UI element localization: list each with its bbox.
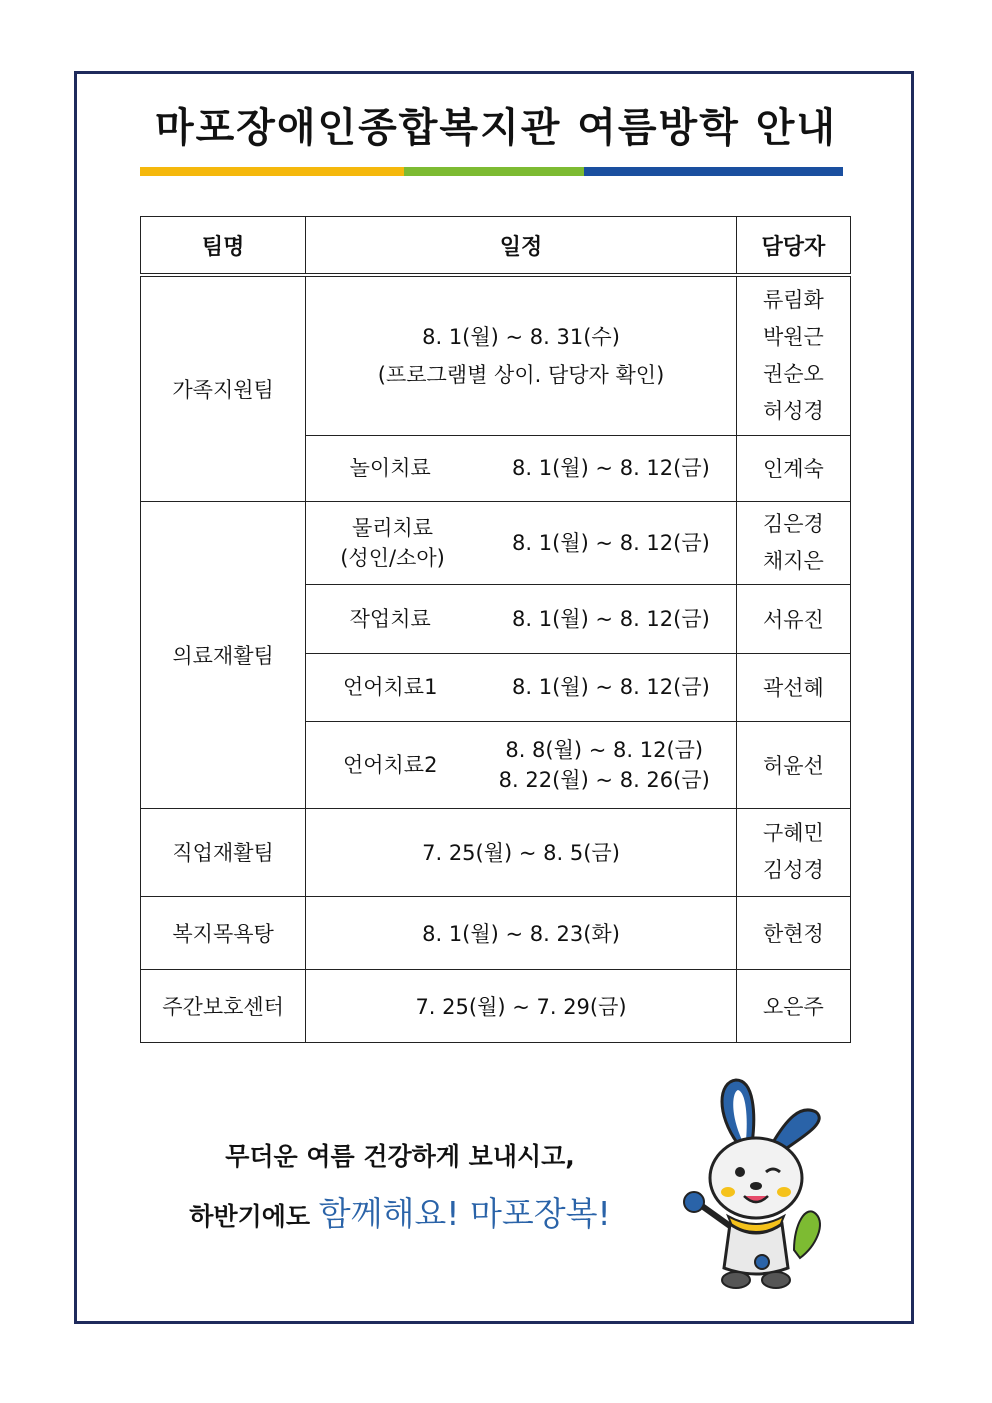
program-dates-line: 8. 8(월) ~ 8. 12(금) (505, 737, 704, 762)
program-dates: 8. 1(월) ~ 8. 12(금) (512, 675, 710, 699)
header-schedule: 일정 (306, 217, 737, 276)
staff-name: 김성경 (762, 858, 824, 882)
staff-name: 박원근 (762, 324, 824, 349)
program-dates: 8. 1(월) ~ 8. 12(금) (512, 530, 710, 555)
program-name: 언어치료1 (342, 675, 438, 699)
medical-schedule (306, 584, 737, 653)
page-title: 마포장애인종합복지관 여름방학 안내 (154, 105, 838, 151)
medical-schedule (306, 653, 737, 721)
program-name (340, 513, 445, 573)
medical-schedule (306, 501, 737, 584)
staff-name: 허윤선 (736, 721, 850, 808)
program-dates (499, 735, 710, 795)
staff-name: 오은주 (736, 969, 850, 1042)
table-row (141, 501, 851, 584)
family-main-note: (프로그램별 상이. 담당자 확인) (377, 362, 665, 387)
medical-staff (736, 501, 850, 584)
header-staff: 담당자 (736, 217, 850, 276)
staff-name: 인계숙 (736, 435, 850, 501)
program-name: 놀이치료 (349, 456, 431, 480)
table-row (141, 969, 851, 1042)
closing-prefix: 하반기에도 (189, 1202, 311, 1231)
team-daycare: 주간보호센터 (141, 969, 306, 1042)
table-header-row (141, 217, 851, 276)
bath-dates: 8. 1(월) ~ 8. 23(화) (306, 896, 737, 969)
staff-name: 한현정 (736, 896, 850, 969)
closing-highlight: 함께해요! 마포장복! (318, 1194, 611, 1233)
header-team: 팀명 (141, 217, 306, 276)
staff-name: 류림화 (762, 287, 824, 312)
program-label: 물리치료 (351, 515, 434, 540)
stripe-yellow (140, 167, 404, 176)
team-family: 가족지원팀 (141, 275, 306, 501)
staff-name: 허성경 (762, 398, 824, 423)
program-name: 언어치료2 (342, 752, 438, 777)
family-main-dates: 8. 1(월) ~ 8. 31(수) (422, 324, 620, 349)
staff-name: 곽선혜 (736, 653, 850, 721)
team-medical: 의료재활팀 (141, 501, 306, 808)
stripe-green (404, 167, 584, 176)
staff-name: 구혜민 (762, 821, 824, 845)
family-main-staff (736, 275, 850, 435)
team-bath: 복지목욕탕 (141, 896, 306, 969)
rabbit-mascot-icon (676, 1074, 836, 1294)
program-dates: 8. 1(월) ~ 8. 12(금) (512, 456, 710, 480)
staff-name: 김은경 (762, 511, 824, 536)
stripe-blue (584, 167, 843, 176)
closing-line-1: 무더운 여름 건강하게 보내시고, (225, 1142, 575, 1171)
table-row (141, 275, 851, 435)
program-name: 작업치료 (349, 606, 431, 631)
closing-line-2 (150, 1188, 650, 1235)
staff-name: 서유진 (736, 584, 850, 653)
daycare-dates: 7. 25(월) ~ 7. 29(금) (306, 969, 737, 1042)
medical-schedule (306, 721, 737, 808)
vocational-dates: 7. 25(월) ~ 8. 5(금) (306, 808, 737, 896)
schedule-table (140, 216, 851, 1043)
staff-name: 권순오 (762, 361, 824, 386)
table-row (141, 808, 851, 896)
program-dates: 8. 1(월) ~ 8. 12(금) (512, 606, 710, 631)
team-vocational: 직업재활팀 (141, 808, 306, 896)
staff-name: 채지은 (762, 548, 824, 573)
table-row (141, 896, 851, 969)
program-sublabel: (성인/소아) (340, 545, 445, 570)
vocational-staff (736, 808, 850, 896)
family-main-schedule (306, 275, 737, 435)
program-dates-line: 8. 22(월) ~ 8. 26(금) (498, 767, 710, 792)
family-play-schedule (306, 435, 737, 501)
